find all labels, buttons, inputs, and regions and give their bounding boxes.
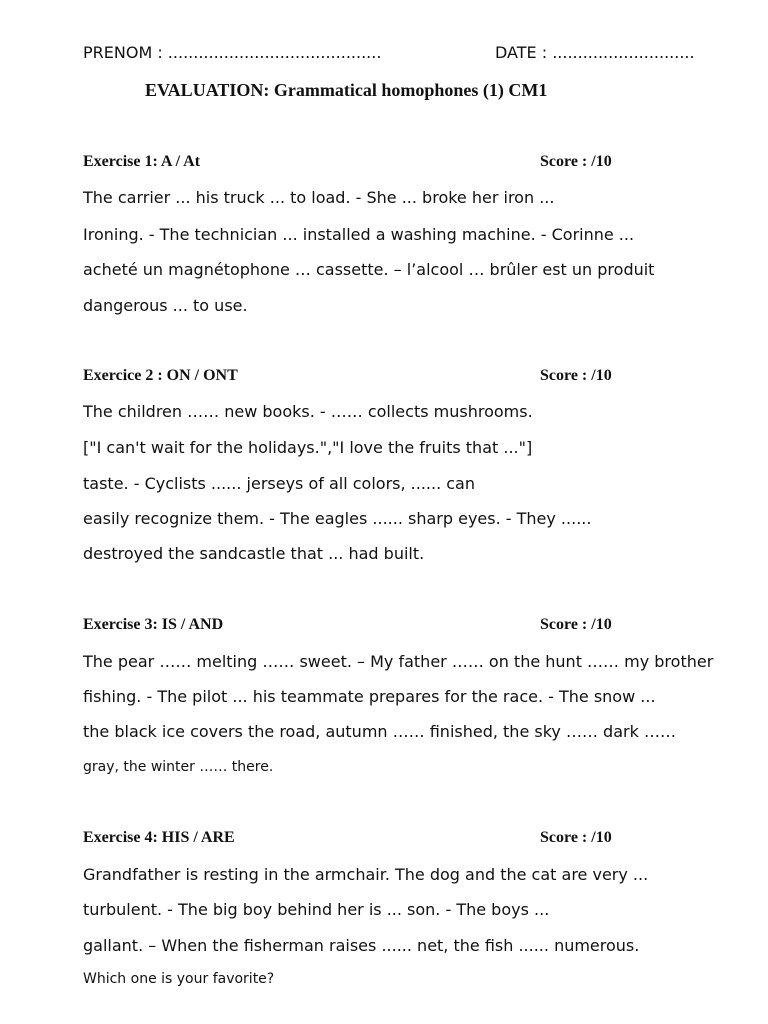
exercise-2-line: ["I can't wait for the holidays.","I love the fruits that ..."]: [83, 438, 533, 457]
exercise-2-line: destroyed the sandcastle that ... had built.: [83, 544, 425, 563]
exercise-4-line: gallant. – When the fisherman raises ...... net, the fish ...... numerous.: [83, 936, 640, 955]
exercise-4-title: Exercise 4: HIS / ARE: [83, 829, 235, 846]
exercise-1-score: Score : /10: [540, 153, 612, 170]
exercise-2-score: Score : /10: [540, 367, 612, 384]
exercise-1-line: dangerous ... to use.: [83, 296, 248, 315]
exercise-3-line: gray, the winter …… there.: [83, 759, 274, 775]
exercise-2-line: easily recognize them. - The eagles ...... sharp eyes. - They ......: [83, 509, 592, 528]
exercise-3-line: The pear …… melting …… sweet. – My father …… on the hunt …… my brother: [83, 652, 714, 671]
date-field: DATE : ............................: [495, 43, 695, 62]
exercise-1-title: Exercise 1: A / At: [83, 153, 201, 170]
exercise-4-score: Score : /10: [540, 829, 612, 846]
exercise-1-line: acheté un magnétophone … cassette. – l’alcool … brûler est un produit: [83, 260, 655, 279]
exercise-3-line: the black ice covers the road, autumn …… finished, the sky …… dark ……: [83, 722, 676, 741]
exercise-2-title: Exercice 2 : ON / ONT: [83, 367, 238, 384]
exercise-4-line: Grandfather is resting in the armchair. The dog and the cat are very ...: [83, 865, 649, 884]
exercise-3-score: Score : /10: [540, 616, 612, 633]
exercise-1-line: Ironing. - The technician ... installed a washing machine. - Corinne ...: [83, 225, 635, 244]
exercise-3-title: Exercise 3: IS / AND: [83, 616, 224, 633]
exercise-4-line: turbulent. - The big boy behind her is ... son. - The boys ...: [83, 900, 550, 919]
page-title: EVALUATION: Grammatical homophones (1) CM1: [145, 80, 548, 100]
prenom-field: PRENOM : ..........................................: [83, 43, 382, 62]
exercise-4-line: Which one is your favorite?: [83, 971, 275, 987]
exercise-3-line: fishing. - The pilot ... his teammate prepares for the race. - The snow ...: [83, 687, 656, 706]
exercise-2-line: taste. - Cyclists ...... jerseys of all colors, ...... can: [83, 474, 475, 493]
exercise-2-line: The children …… new books. - …… collects mushrooms.: [83, 402, 533, 421]
exercise-1-line: The carrier ... his truck ... to load. - She ... broke her iron ...: [83, 188, 555, 207]
